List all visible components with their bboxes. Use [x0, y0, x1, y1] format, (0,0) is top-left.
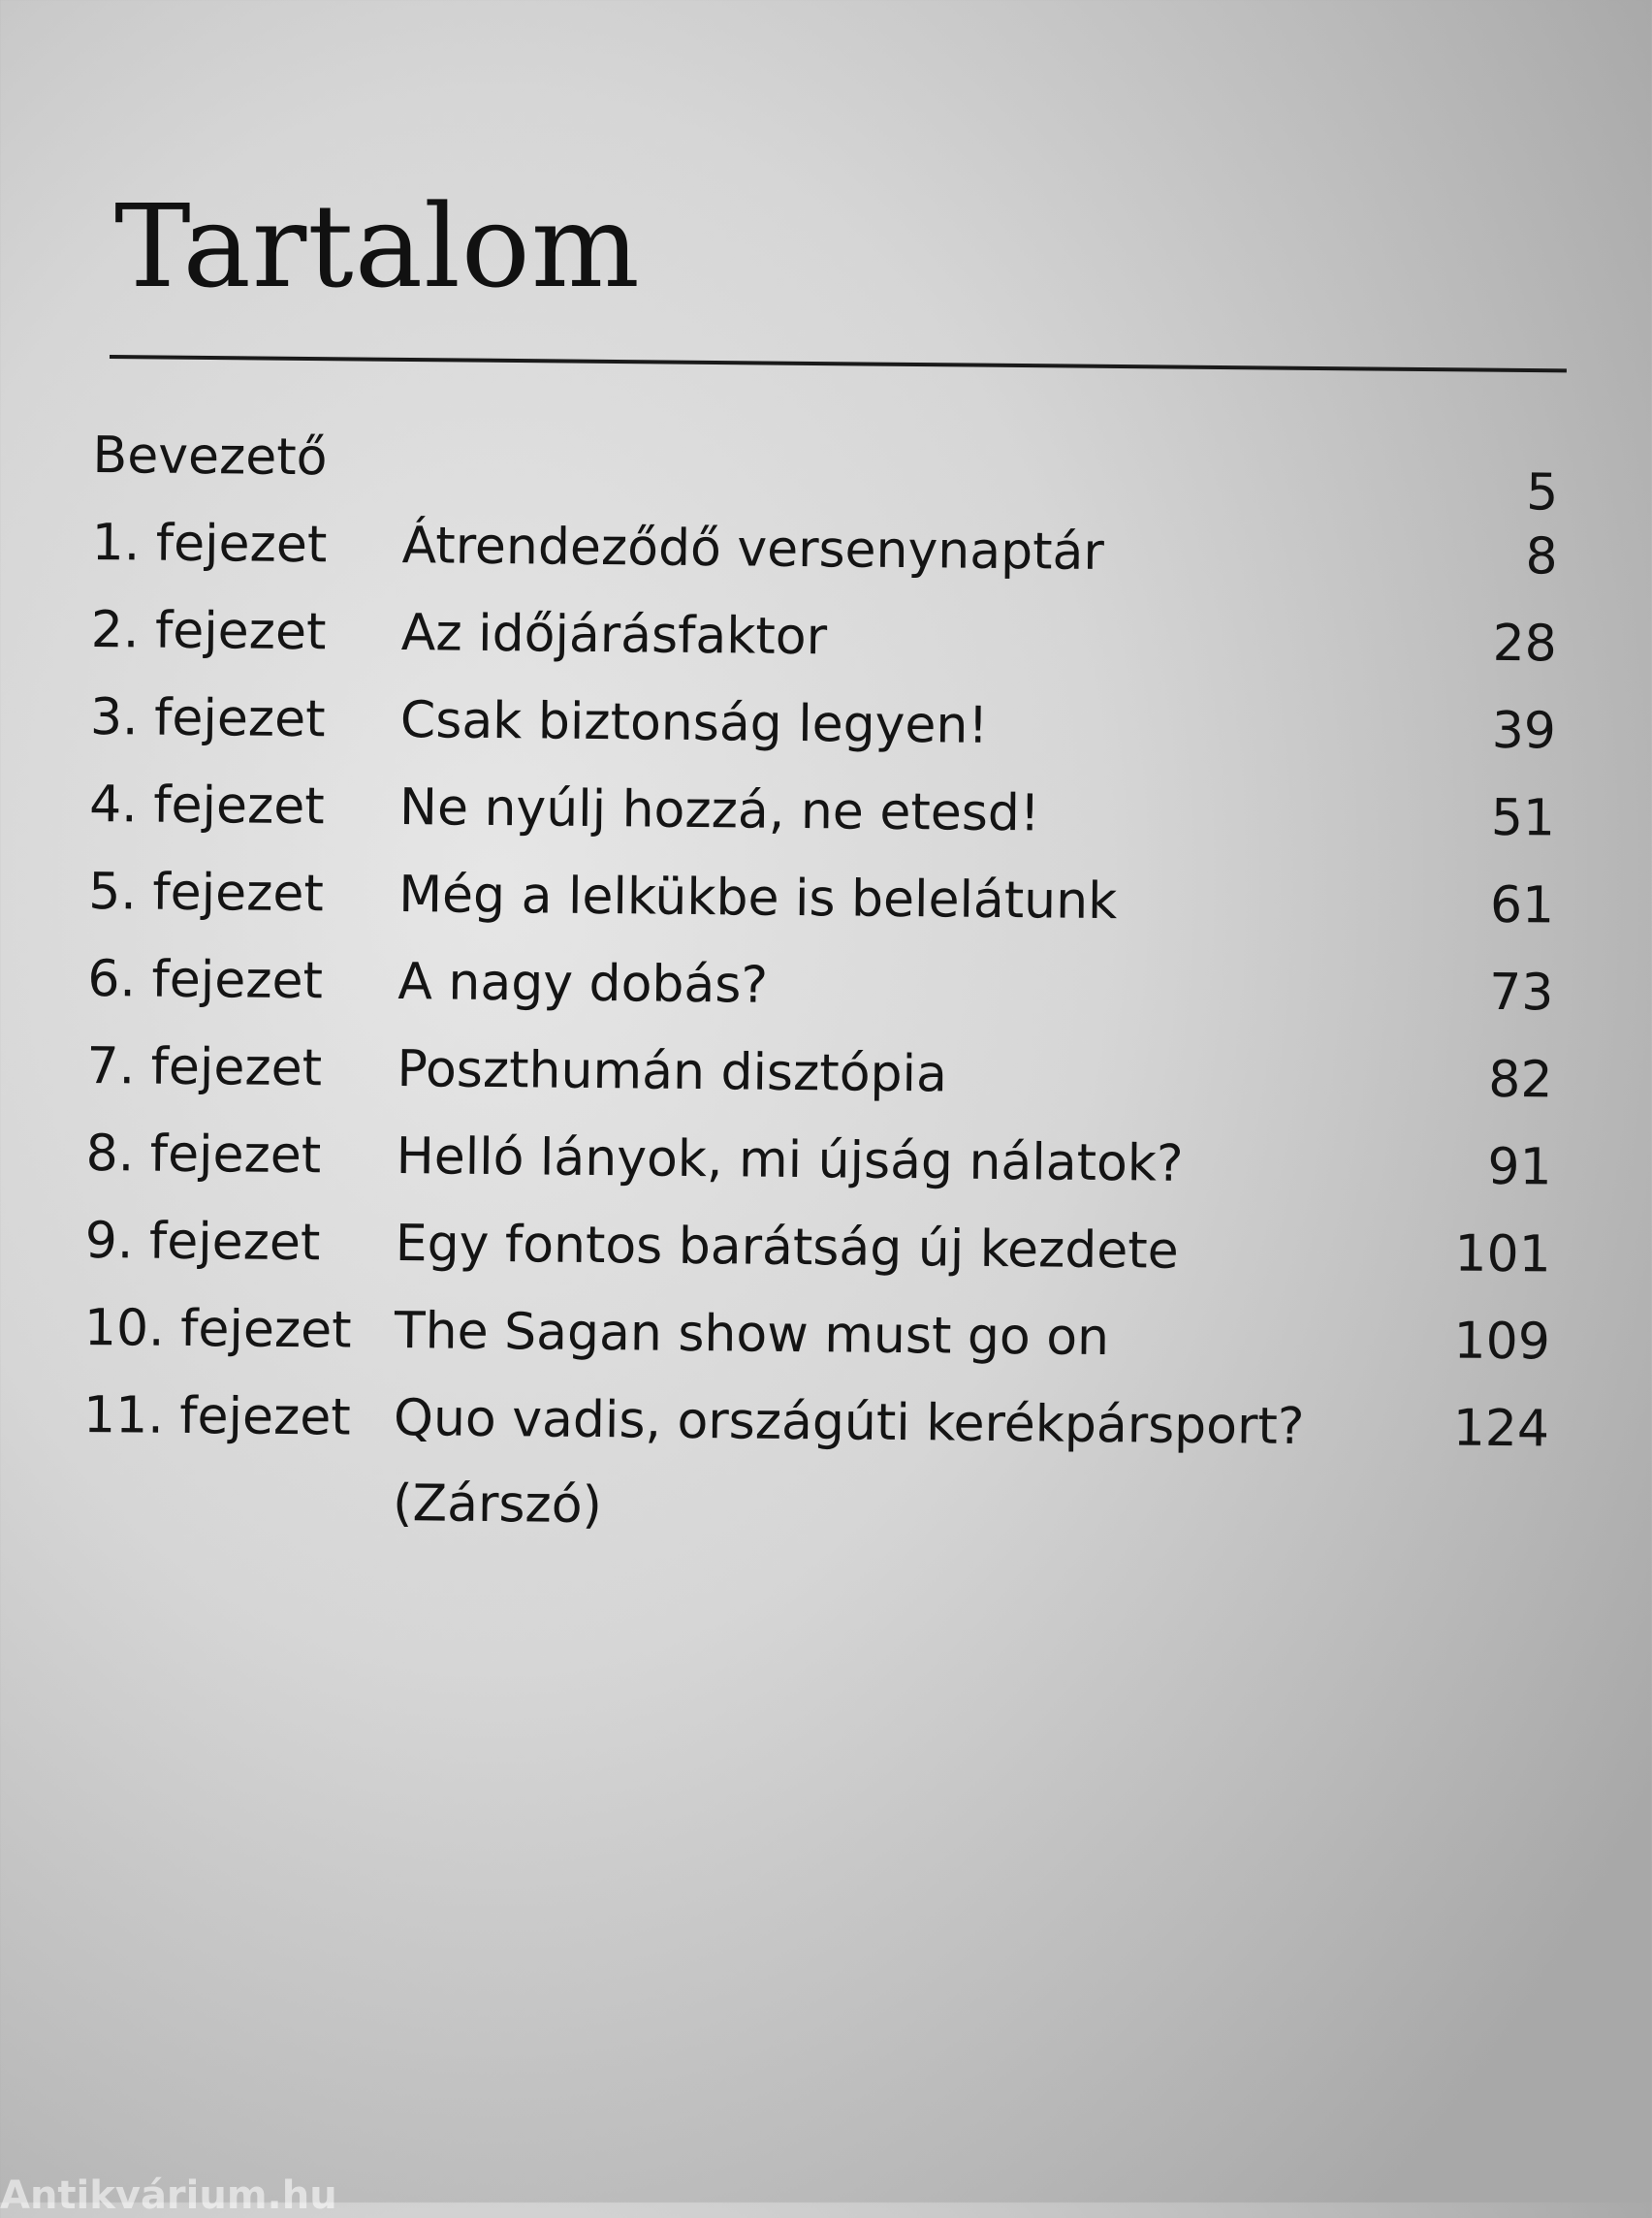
toc-entry-title: Még a lelkükbe is belelátunk	[397, 866, 1118, 932]
toc-entry-page: 5	[1525, 463, 1559, 523]
toc-entry-chapter-3	[90, 674, 1565, 776]
toc-entry-title-continuation: (Zárszó)	[392, 1474, 603, 1536]
toc-entry-page: 91	[1487, 1137, 1552, 1197]
toc-entry-page: 124	[1452, 1399, 1550, 1459]
toc-entry-page: 51	[1490, 788, 1556, 848]
toc-entry-label: 2. fejezet	[90, 600, 327, 662]
toc-entry-title: The Sagan show must go on	[394, 1302, 1110, 1368]
toc-entry-title: Csak biztonság legyen!	[399, 691, 989, 755]
table-of-contents	[82, 412, 1567, 1561]
toc-entry-chapter-7	[86, 1023, 1561, 1125]
toc-entry-label: 6. fejezet	[87, 949, 324, 1011]
toc-entry-chapter-8	[85, 1110, 1560, 1212]
toc-entry-page: 28	[1492, 614, 1558, 674]
toc-entry-label: 7. fejezet	[86, 1036, 323, 1098]
toc-entry-intro	[92, 412, 1567, 523]
title-divider	[110, 355, 1567, 372]
toc-entry-chapter-11	[82, 1372, 1558, 1561]
toc-entry-label: 8. fejezet	[85, 1124, 322, 1186]
toc-entry-label: Bevezető	[92, 426, 328, 488]
toc-entry-title: Átrendeződő versenynaptár	[401, 517, 1105, 583]
toc-entry-page: 73	[1488, 963, 1554, 1023]
toc-entry-title: Poszthumán disztópia	[397, 1040, 948, 1104]
toc-entry-chapter-6	[87, 935, 1562, 1037]
toc-entry-title: Egy fontos barátság új kezdete	[395, 1215, 1179, 1281]
toc-entry-chapter-4	[89, 761, 1564, 863]
toc-entry-chapter-9	[84, 1197, 1559, 1299]
toc-entry-chapter-2	[90, 586, 1565, 688]
toc-entry-chapter-5	[88, 848, 1563, 950]
toc-entry-page: 82	[1487, 1050, 1553, 1110]
toc-entry-label: 1. fejezet	[91, 513, 328, 575]
toc-entry-label: 10. fejezet	[83, 1298, 352, 1360]
page-title: Tartalom	[114, 179, 641, 313]
watermark: Antikvárium.hu	[0, 2173, 337, 2218]
toc-entry-label: 3. fejezet	[89, 687, 326, 749]
toc-entry-page: 8	[1525, 527, 1558, 586]
toc-entry-page: 61	[1489, 875, 1555, 935]
toc-entry-title: Az időjárásfaktor	[400, 604, 828, 667]
toc-entry-label: 5. fejezet	[87, 862, 325, 924]
toc-entry-page: 101	[1454, 1224, 1552, 1284]
toc-entry-label: 9. fejezet	[84, 1211, 321, 1273]
toc-entry-page: 109	[1453, 1312, 1551, 1372]
toc-entry-title: A nagy dobás?	[397, 953, 769, 1015]
toc-entry-title: Ne nyúlj hozzá, ne etesd!	[398, 778, 1040, 843]
toc-entry-chapter-10	[83, 1284, 1558, 1386]
toc-entry-label: 4. fejezet	[88, 775, 325, 837]
toc-entry-title: Helló lányok, mi újság nálatok?	[396, 1127, 1184, 1193]
toc-entry-title: Quo vadis, országúti kerékpársport?	[393, 1389, 1305, 1457]
toc-entry-label: 11. fejezet	[82, 1385, 351, 1447]
toc-entry-page: 39	[1491, 701, 1557, 761]
toc-entry-chapter-1	[91, 499, 1566, 601]
